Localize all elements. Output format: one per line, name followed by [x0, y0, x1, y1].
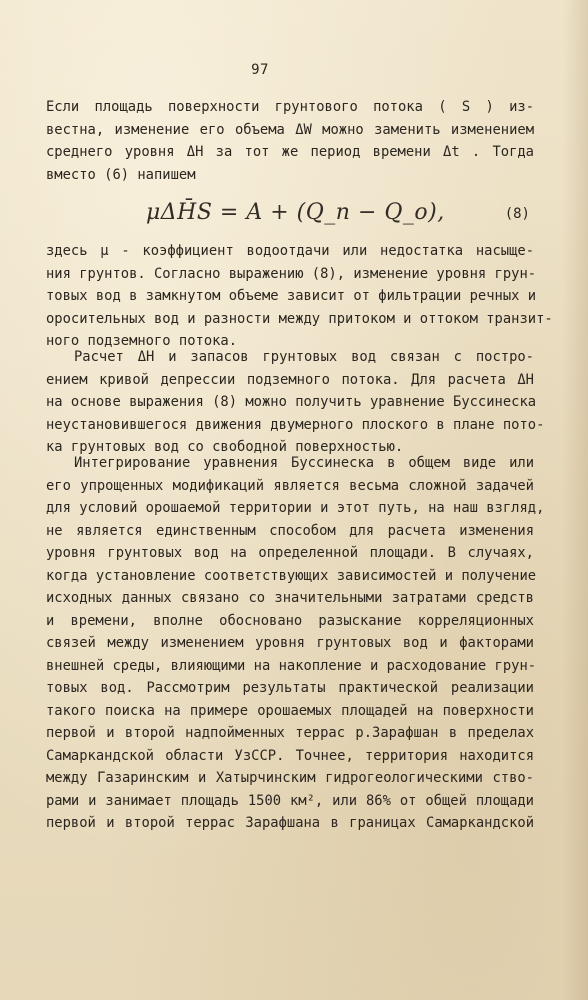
text-line: здесь μ - коэффициент водоотдачи или недостатка насыще- — [46, 243, 534, 259]
text-line: не является единственным способом для расчета изменения — [46, 522, 534, 539]
text-line: вместо (6) напишем — [46, 166, 196, 183]
text-line: среднего уровня ΔH за тот же период времени Δt . Тогда — [46, 144, 534, 160]
text-line: оросительных вод и разности между притоком и оттоком транзит- — [46, 310, 553, 327]
text-line: связей между изменением уровня грунтовых вод и факторами — [46, 635, 534, 651]
paragraph-1 — [46, 96, 534, 186]
equation-row — [46, 198, 534, 238]
text-line: для условий орошаемой территории и этот путь, на наш взгляд, — [46, 500, 545, 516]
text-line: внешней среды, влияющими на накопление и расходование грун- — [46, 657, 537, 674]
text-line: первой и второй надпойменных террас р.Зарафшан в пределах — [46, 725, 534, 741]
text-line: ния грунтов. Согласно выражению (8), изменение уровня грун- — [46, 265, 537, 282]
paragraph-3 — [46, 346, 545, 459]
text-line: его упрощенных модификаций является весьма сложной задачей — [46, 477, 534, 494]
paragraph-2 — [46, 240, 553, 353]
text-line: когда установление соответствующих зависимостей и получение — [46, 567, 537, 584]
text-line: уровня грунтовых вод на определенной площади. В случаях, — [46, 545, 534, 561]
text-line: ного подземного потока. — [46, 333, 238, 349]
text-line: рами и занимает площадь 1500 км², или 86% от общей площади — [46, 792, 534, 809]
text-line: и времени, вполне обосновано разыскание корреляционных — [46, 612, 534, 629]
text-line: ка грунтовых вод со свободной поверхностью. — [46, 439, 404, 455]
text-line: Расчет ΔH и запасов грунтовых вод связан с постро- — [74, 349, 534, 365]
text-line: вестна, изменение его объема ΔW можно заменить изменением — [46, 121, 534, 138]
text-line: Если площадь поверхности грунтового потока ( S ) из- — [46, 99, 534, 115]
equation: μΔH̄S = A + (Q_п − Q_о), — [146, 200, 445, 225]
equation-number: (8) — [504, 206, 530, 222]
paragraph-4 — [46, 452, 545, 835]
text-line: ением кривой депрессии подземного потока. Для расчета ΔH — [46, 371, 534, 388]
text-line: на основе выражения (8) можно получить уравнение Буссинеска — [46, 394, 537, 410]
text-line: первой и второй террас Зарафшана в границах Самаркандской — [46, 815, 534, 831]
text-line: между Газаринским и Хатырчинским гидрогеологическими ство- — [46, 770, 534, 786]
text-line: Интегрирование уравнения Буссинеска в общем виде или — [74, 455, 534, 471]
text-line: Самаркандской области УзССР. Точнее, территория находится — [46, 747, 534, 764]
page-number: 97 — [251, 62, 269, 78]
text-line: товых вод. Рассмотрим результаты практической реализации — [46, 680, 534, 696]
text-line: товых вод в замкнутом объеме зависит от фильтрации речных и — [46, 288, 537, 304]
text-line: исходных данных связано со значительными затратами средств — [46, 590, 534, 606]
text-line: такого поиска на примере орошаемых площадей на поверхности — [46, 702, 534, 719]
text-line: неустановившегося движения двумерного плоского в плане пото- — [46, 416, 545, 433]
